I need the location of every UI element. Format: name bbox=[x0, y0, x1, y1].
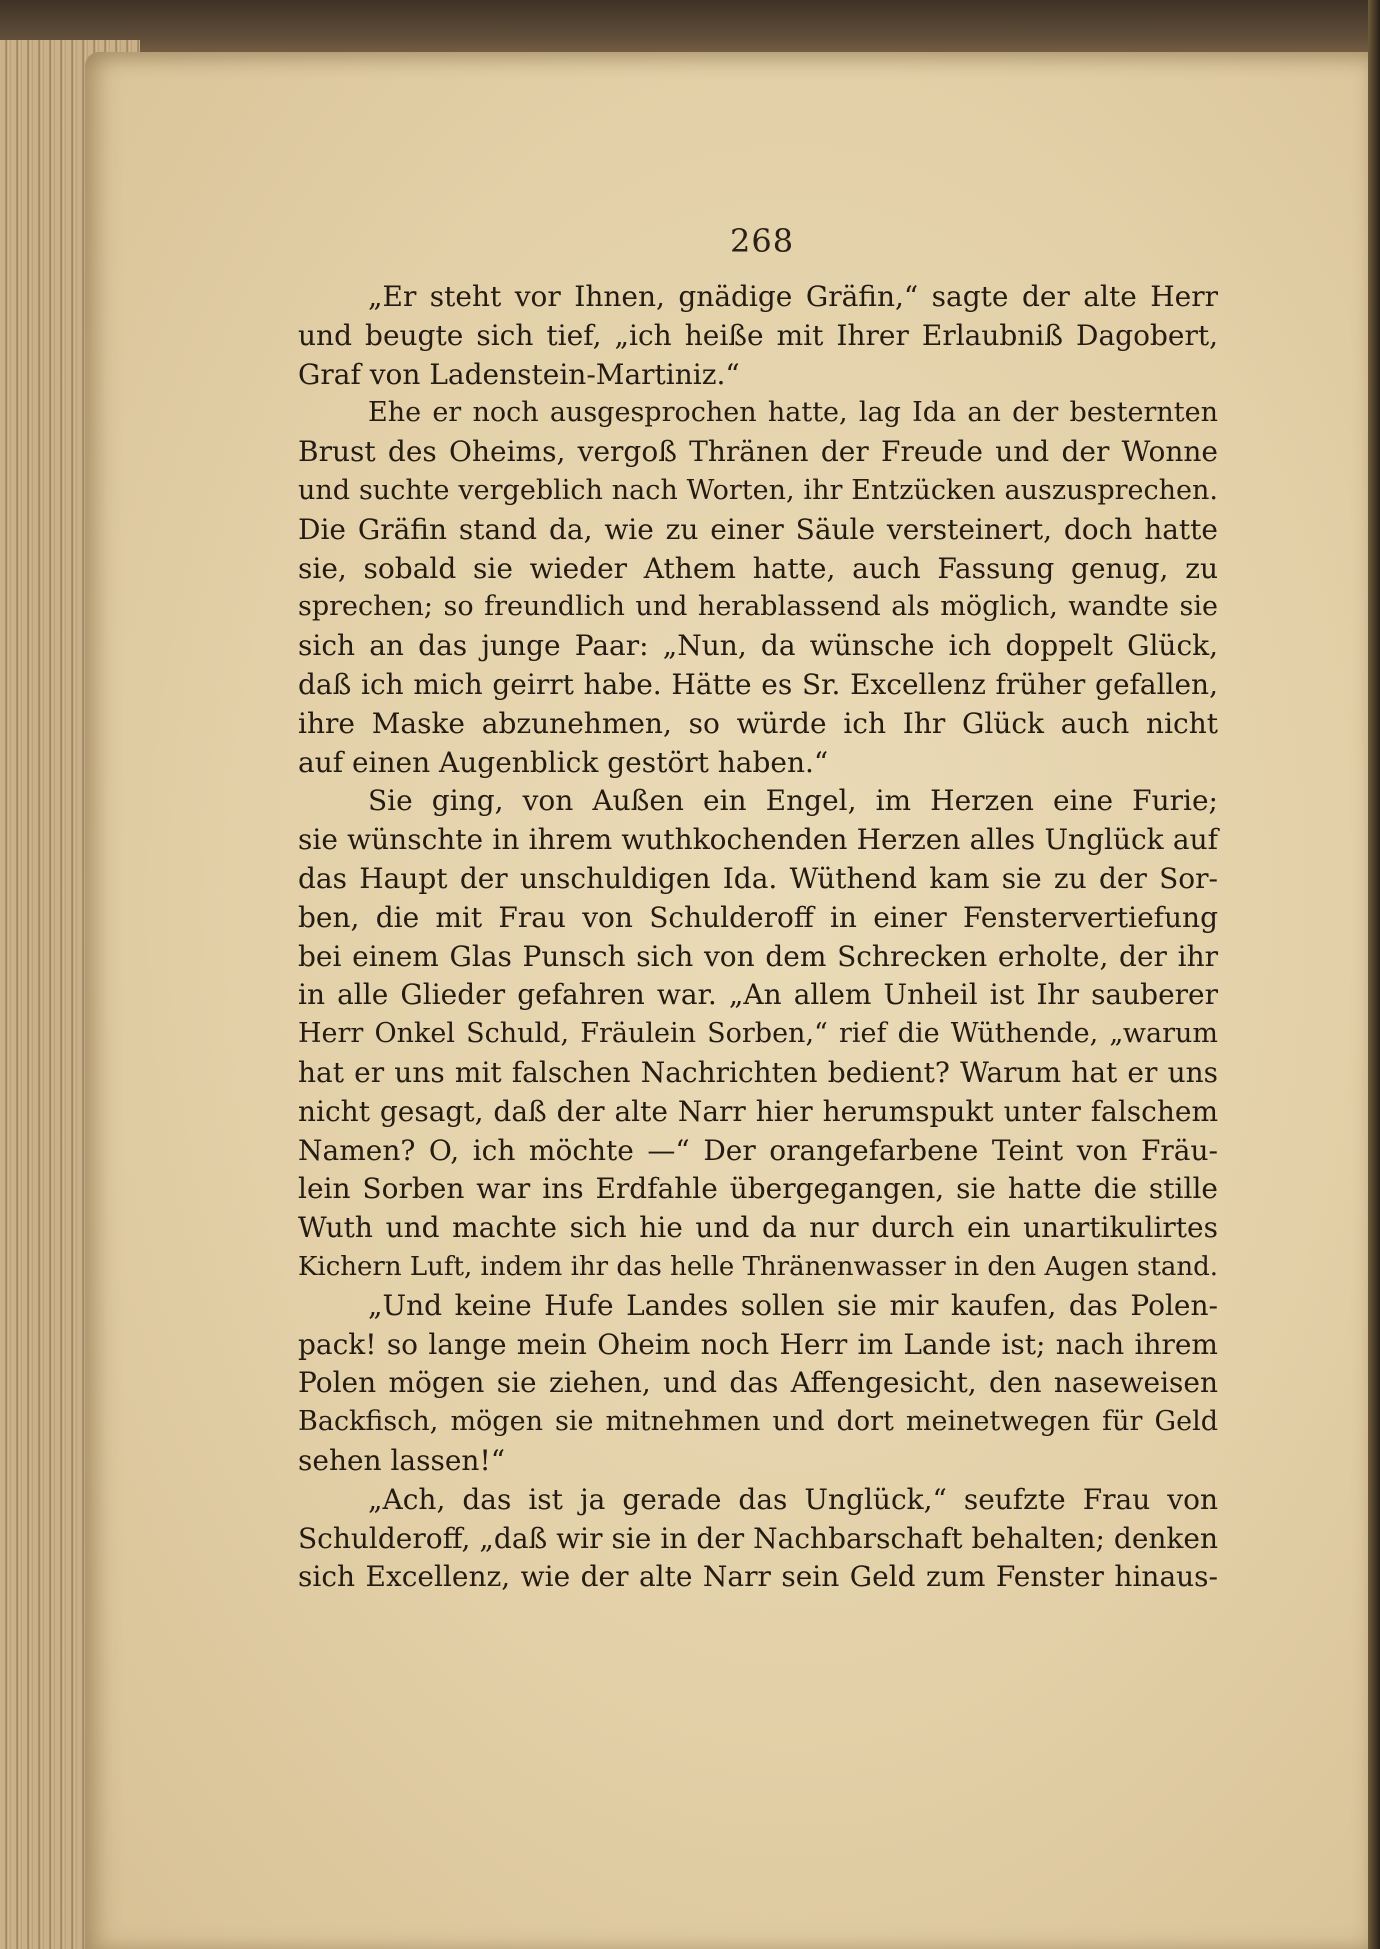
text-line: und beugte sich tief, „ich heiße mit Ihrer Erlaubniß Dagobert, bbox=[298, 318, 1218, 352]
text-line: „Ach, das ist ja gerade das Unglück,“ seufzte Frau von bbox=[368, 1482, 1218, 1516]
paragraph bbox=[298, 394, 1218, 782]
text-line: Schulderoff, „daß wir sie in der Nachbarschaft behalten; denken bbox=[298, 1521, 1218, 1555]
text-line: hat er uns mit falschen Nachrichten bedient? Warum hat er uns bbox=[298, 1055, 1218, 1089]
text-line: sich an das junge Paar: „Nun, da wünsche ich doppelt Glück, bbox=[298, 629, 1218, 663]
text-line: Herr Onkel Schuld, Fräulein Sorben,“ rief die Wüthende, „warum bbox=[298, 1018, 1218, 1050]
text-line: bei einem Glas Punsch sich von dem Schrecken erholte, der ihr bbox=[298, 939, 1218, 973]
text-line: daß ich mich geirrt habe. Hätte es Sr. Excellenz früher gefallen, bbox=[298, 667, 1218, 701]
text-line: sie wünschte in ihrem wuthkochenden Herzen alles Unglück auf bbox=[298, 823, 1218, 857]
body-text bbox=[298, 278, 1218, 1597]
text-line: Backfisch, mögen sie mitnehmen und dort meinetwegen für Geld bbox=[298, 1406, 1218, 1438]
text-line: Graf von Ladenstein-Martiniz.“ bbox=[298, 357, 740, 391]
paragraph bbox=[298, 782, 1218, 1286]
book-right-edge bbox=[1368, 0, 1380, 1949]
text-line: ihre Maske abzunehmen, so würde ich Ihr Glück auch nicht bbox=[298, 706, 1218, 740]
text-line: sehen lassen!“ bbox=[298, 1443, 506, 1477]
text-line: pack! so lange mein Oheim noch Herr im Lande ist; nach ihrem bbox=[298, 1327, 1218, 1361]
text-line: nicht gesagt, daß der alte Narr hier herumspukt unter falschem bbox=[298, 1094, 1218, 1128]
text-line: Namen? O, ich möchte —“ Der orangefarbene Teint von Fräu- bbox=[298, 1133, 1218, 1167]
text-line: Kichern Luft, indem ihr das helle Thränenwasser in den Augen stand. bbox=[298, 1251, 1218, 1282]
book-cover-top-edge bbox=[0, 0, 1380, 60]
text-line: Die Gräfin stand da, wie zu einer Säule versteinert, doch hatte bbox=[298, 512, 1218, 546]
text-line: sich Excellenz, wie der alte Narr sein Geld zum Fenster hinaus- bbox=[298, 1560, 1218, 1594]
text-line: und suchte vergeblich nach Worten, ihr Entzücken auszusprechen. bbox=[298, 474, 1218, 506]
text-line: lein Sorben war ins Erdfahle übergegangen, sie hatte die stille bbox=[298, 1172, 1218, 1206]
paragraph bbox=[298, 1287, 1218, 1481]
text-line: ben, die mit Frau von Schulderoff in einer Fenstervertiefung bbox=[298, 900, 1218, 934]
text-line: Polen mögen sie ziehen, und das Affengesicht, den naseweisen bbox=[298, 1366, 1218, 1400]
paragraph bbox=[298, 278, 1218, 394]
text-line: „Er steht vor Ihnen, gnädige Gräfin,“ sagte der alte Herr bbox=[368, 280, 1218, 313]
text-line: sprechen; so freundlich und herablassend als möglich, wandte sie bbox=[298, 591, 1218, 623]
text-line: Brust des Oheims, vergoß Thränen der Freude und der Wonne bbox=[298, 435, 1218, 469]
text-line: „Und keine Hufe Landes sollen sie mir kaufen, das Polen- bbox=[368, 1288, 1218, 1322]
text-line: Sie ging, von Außen ein Engel, im Herzen eine Furie; bbox=[368, 784, 1218, 818]
text-line: in alle Glieder gefahren war. „An allem Unheil ist Ihr sauberer bbox=[298, 978, 1218, 1012]
text-line: auf einen Augenblick gestört haben.“ bbox=[298, 745, 829, 779]
text-line: Ehe er noch ausgesprochen hatte, lag Ida an der besternten bbox=[368, 397, 1218, 429]
text-line: das Haupt der unschuldigen Ida. Wüthend kam sie zu der Sor- bbox=[298, 861, 1218, 895]
text-line: Wuth und machte sich hie und da nur durch ein unartikulirtes bbox=[298, 1211, 1218, 1245]
page-number: 268 bbox=[730, 222, 795, 260]
text-line: sie, sobald sie wieder Athem hatte, auch Fassung genug, zu bbox=[298, 551, 1218, 585]
paragraph bbox=[298, 1481, 1218, 1597]
